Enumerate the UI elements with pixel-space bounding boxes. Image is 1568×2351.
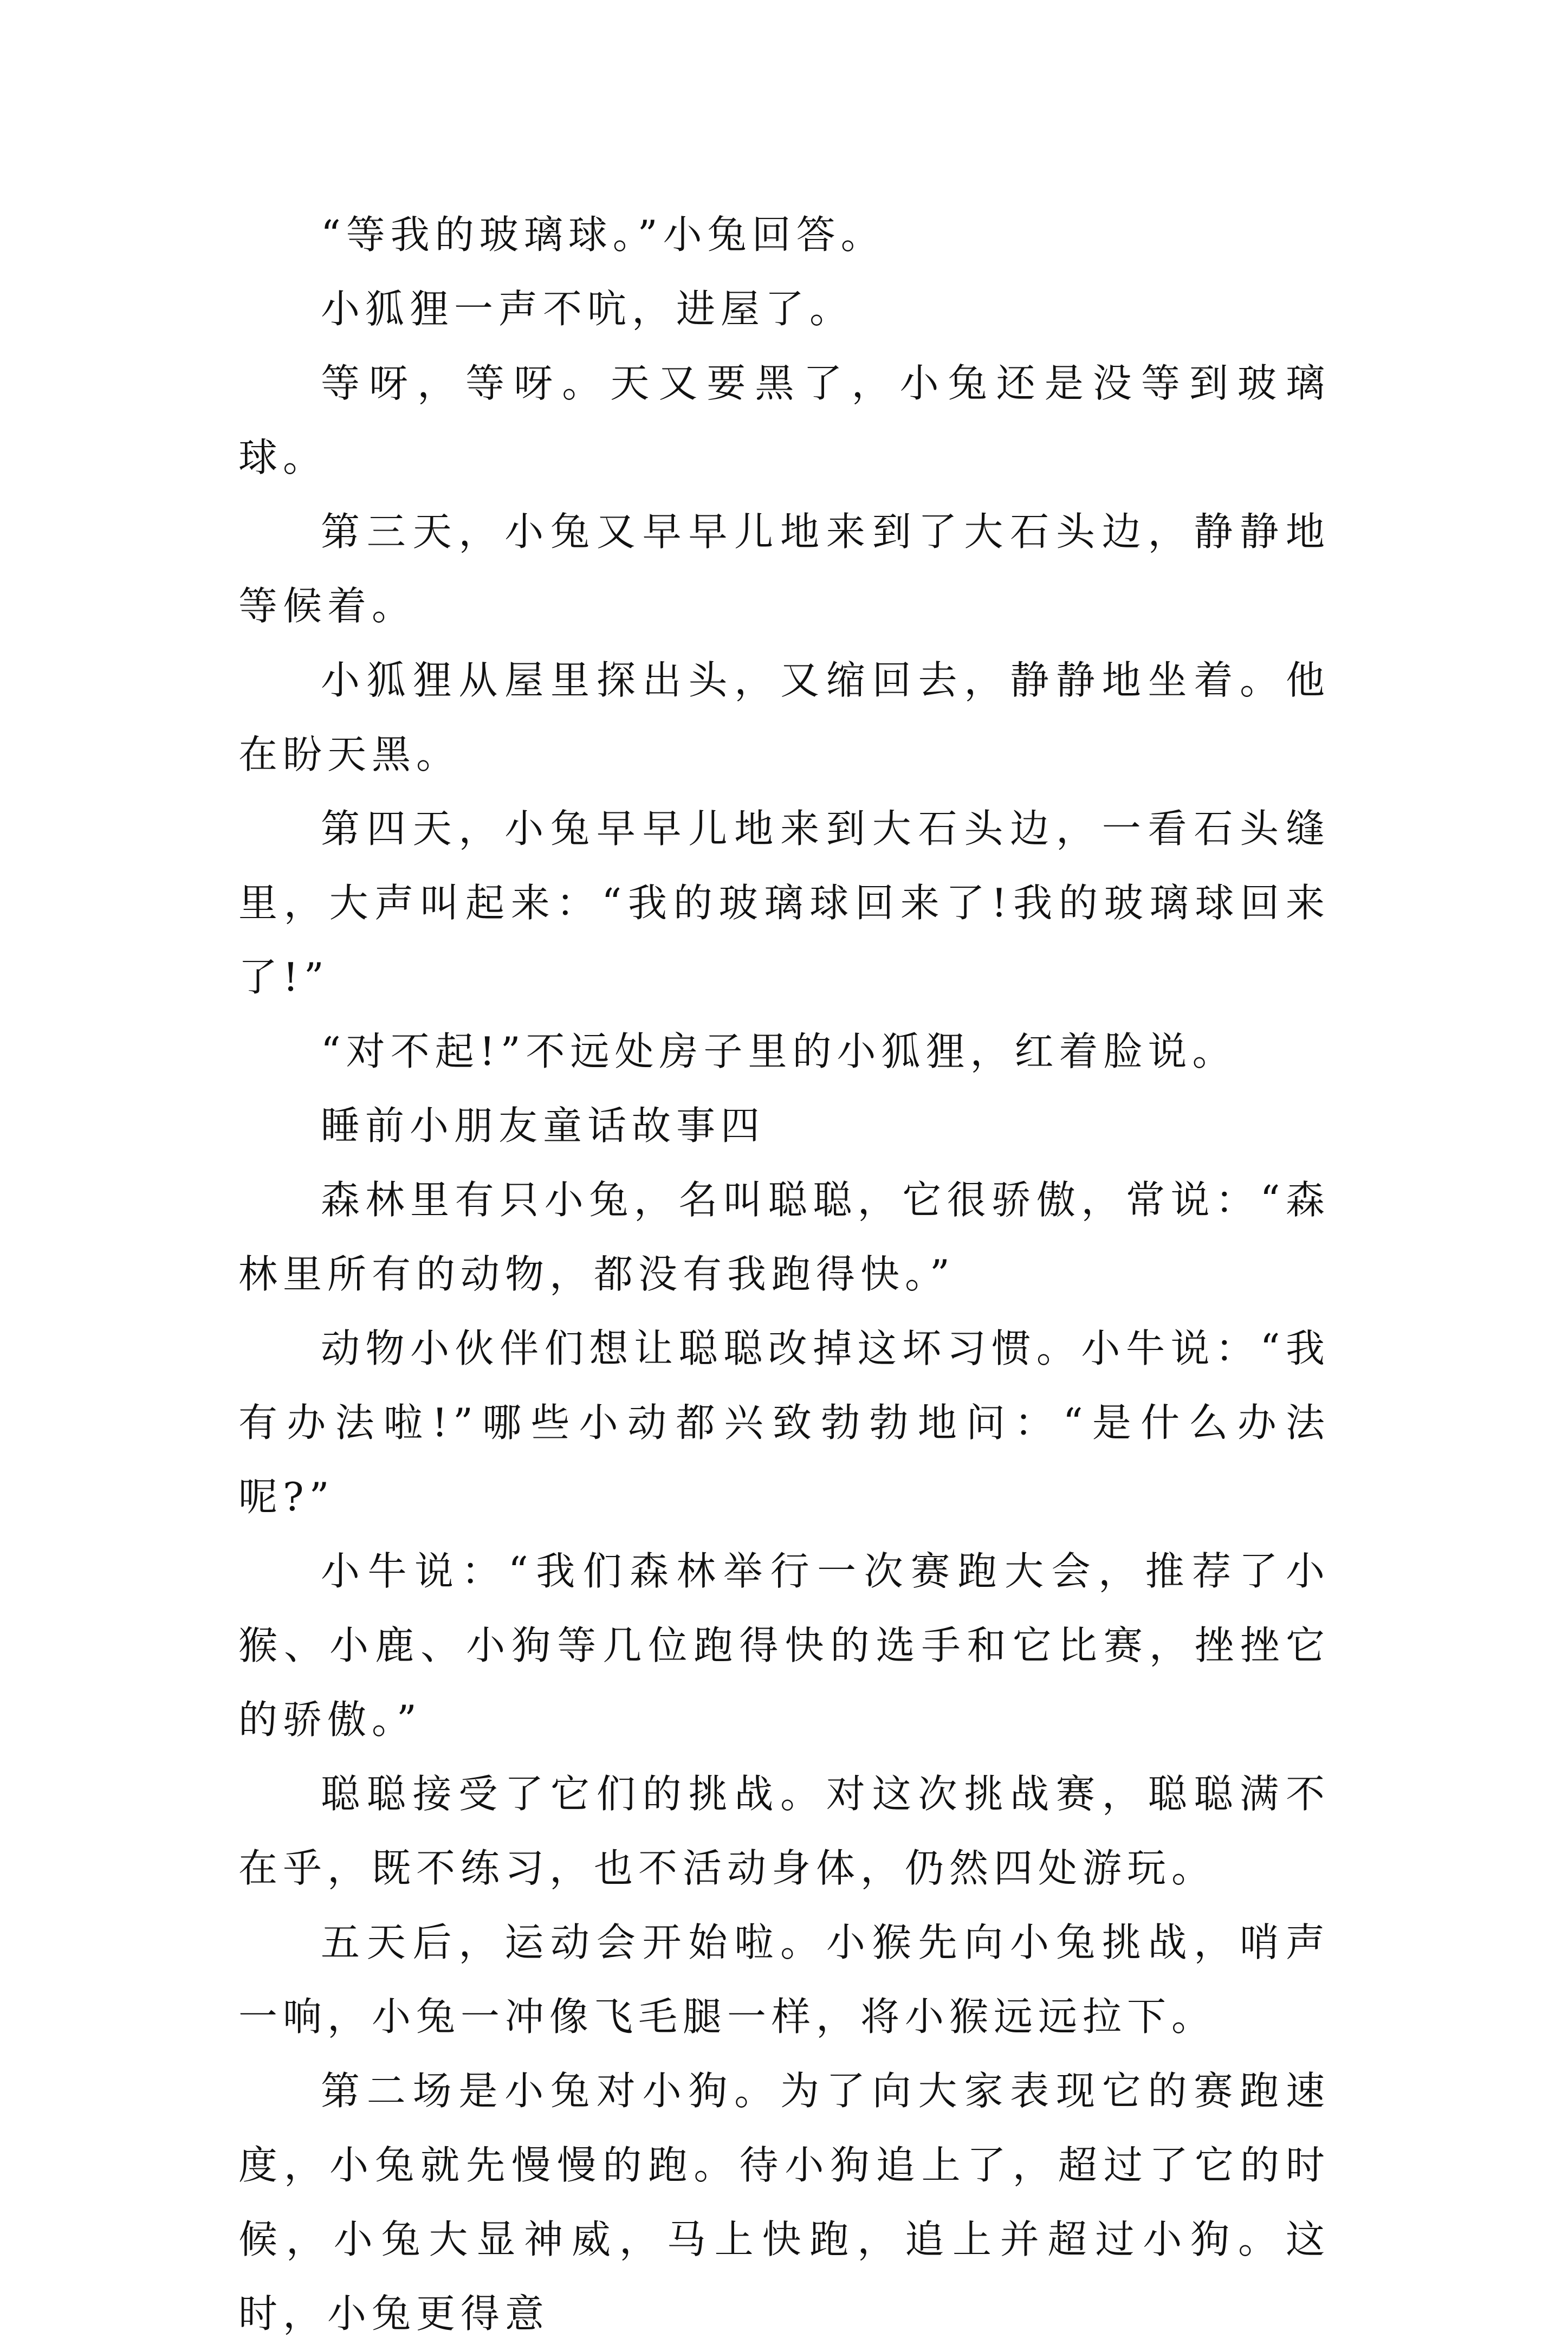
paragraph-10: 动物小伙伴们想让聪聪改掉这坏习惯。小牛说：“我有办法啦!”哪些小动都兴致勃勃地问：“是什么办法呢?” [238, 1326, 1330, 1520]
paragraph-5: 小狐狸从屋里探出头，又缩回去，静静地坐着。他在盼天黑。 [238, 657, 1330, 777]
body-text [238, 198, 1330, 2351]
paragraph-3: 等呀，等呀。天又要黑了，小兔还是没等到玻璃球。 [238, 360, 1330, 480]
paragraph-13: 五天后，运动会开始啦。小猴先向小兔挑战，哨声一响，小兔一冲像飞毛腿一样，将小猴远远拉下。 [238, 1920, 1330, 2039]
paragraph-9: 森林里有只小兔，名叫聪聪，它很骄傲，常说：“森林里所有的动物，都没有我跑得快。” [238, 1177, 1330, 1297]
paragraph-7: “对不起!”不远处房子里的小狐狸，红着脸说。 [321, 1029, 1237, 1074]
paragraph-4: 第三天，小兔又早早儿地来到了大石头边，静静地等候着。 [238, 509, 1330, 629]
paragraph-2: 小狐狸一声不吭，进屋了。 [321, 286, 854, 332]
paragraph-6: 第四天，小兔早早儿地来到大石头边，一看石头缝里，大声叫起来：“我的玻璃球回来了!我的玻璃球回来了!” [238, 806, 1330, 1000]
paragraph-11: 小牛说：“我们森林举行一次赛跑大会，推荐了小猴、小鹿、小狗等几位跑得快的选手和它比赛，挫挫它的骄傲。” [238, 1548, 1330, 1742]
paragraph-14: 第二场是小兔对小狗。为了向大家表现它的赛跑速度，小兔就先慢慢的跑。待小狗追上了，超过了它的时候，小兔大显神威，马上快跑，追上并超过小狗。这时，小兔更得意 [238, 2068, 1330, 2336]
section-heading: 睡前小朋友童话故事四 [321, 1103, 766, 1148]
paragraph-1: “等我的玻璃球。”小兔回答。 [321, 212, 885, 257]
paragraph-12: 聪聪接受了它们的挑战。对这次挑战赛，聪聪满不在乎，既不练习，也不活动身体，仍然四处游玩。 [238, 1771, 1330, 1891]
